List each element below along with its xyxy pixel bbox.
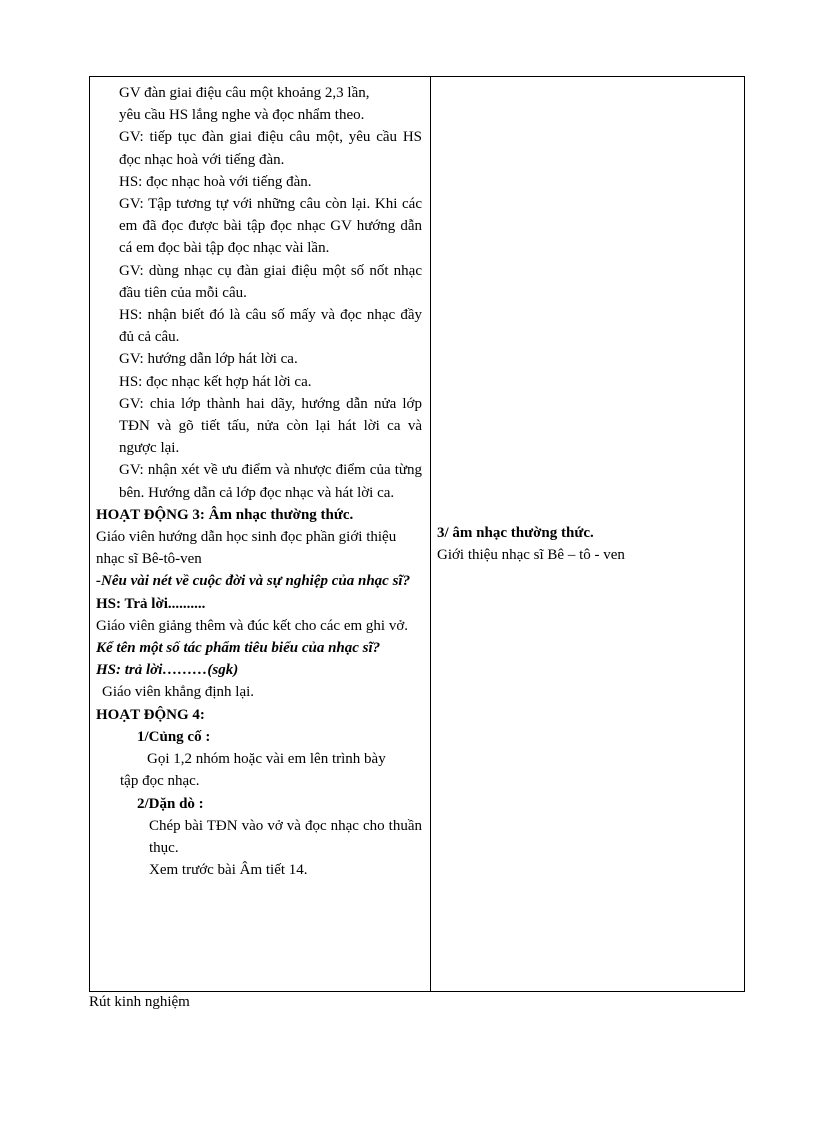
paragraph: Xem trước bài Âm tiết 14. [149, 862, 308, 879]
paragraph: GV: Tập tương tự với những câu còn lại. Khi các em đã đọc được bài tập đọc nhạc GV hướng dẫn cá em đọc bài tập đọc nhạc vài lần. [119, 196, 422, 257]
paragraph: HS: đọc nhạc hoà với tiếng đàn. [119, 173, 312, 190]
paragraph: GV: nhận xét về ưu điểm và nhược điểm của từng bên. Hướng dẫn cả lớp đọc nhạc và hát lời ca. [119, 462, 422, 501]
paragraph: HS: đọc nhạc kết hợp hát lời ca. [119, 373, 312, 390]
lesson-table [89, 76, 745, 992]
paragraph: HS: nhận biết đó là câu số mấy và đọc nhạc đầy đủ cả câu. [119, 307, 422, 346]
paragraph: Giới thiệu nhạc sĩ Bê – tô - ven [437, 547, 625, 564]
content-column [431, 77, 745, 992]
activity-4-heading: HOẠT ĐỘNG 4: [96, 706, 205, 723]
paragraph: GV: tiếp tục đàn giai điệu câu một, yêu cầu HS đọc nhạc hoà với tiếng đàn. [119, 129, 422, 168]
activities-column [90, 77, 431, 992]
paragraph: Giáo viên giảng thêm và đúc kết cho các em ghi vở. [96, 617, 408, 634]
question: -Nêu vài nét về cuộc đời và sự nghiệp của nhạc sĩ? [96, 573, 411, 590]
paragraph: Chép bài TĐN vào vở và đọc nhạc cho thuần thục. [149, 817, 422, 856]
paragraph: GV: chia lớp thành hai dãy, hướng dẫn nửa lớp TĐN và gõ tiết tấu, nửa còn lại hát lời ca và ngược lại. [119, 395, 422, 457]
paragraph: Giáo viên khẳng định lại. [102, 684, 255, 701]
subheading-consolidation: 1/Củng cố : [137, 728, 211, 745]
answer: HS: trả lời………(sgk) [96, 662, 239, 679]
paragraph: yêu cầu HS lắng nghe và đọc nhẩm theo. [119, 107, 365, 124]
subheading-homework: 2/Dặn dò : [137, 795, 204, 812]
activity-3-heading: HOẠT ĐỘNG 3: Âm nhạc thường thức. [96, 506, 354, 523]
table-row [90, 77, 745, 992]
answer: HS: Trả lời.......... [96, 595, 206, 612]
question: Kể tên một số tác phẩm tiêu biểu của nhạc sĩ? [96, 640, 381, 657]
section-title: 3/ âm nhạc thường thức. [437, 525, 594, 541]
paragraph: tập đọc nhạc. [120, 773, 200, 790]
paragraph: Gọi 1,2 nhóm hoặc vài em lên trình bày [147, 751, 386, 768]
paragraph: GV: dùng nhạc cụ đàn giai điệu một số nốt nhạc đầu tiên của mỗi câu. [119, 262, 422, 301]
paragraph: GV: hướng dẫn lớp hát lời ca. [119, 351, 298, 368]
paragraph: Giáo viên hướng dẫn học sinh đọc phần giới thiệu nhạc sĩ Bê-tô-ven [96, 529, 397, 568]
footer-note: Rút kinh nghiệm [89, 994, 190, 1010]
paragraph: GV đàn giai điệu câu một khoảng 2,3 lần, [119, 85, 370, 101]
